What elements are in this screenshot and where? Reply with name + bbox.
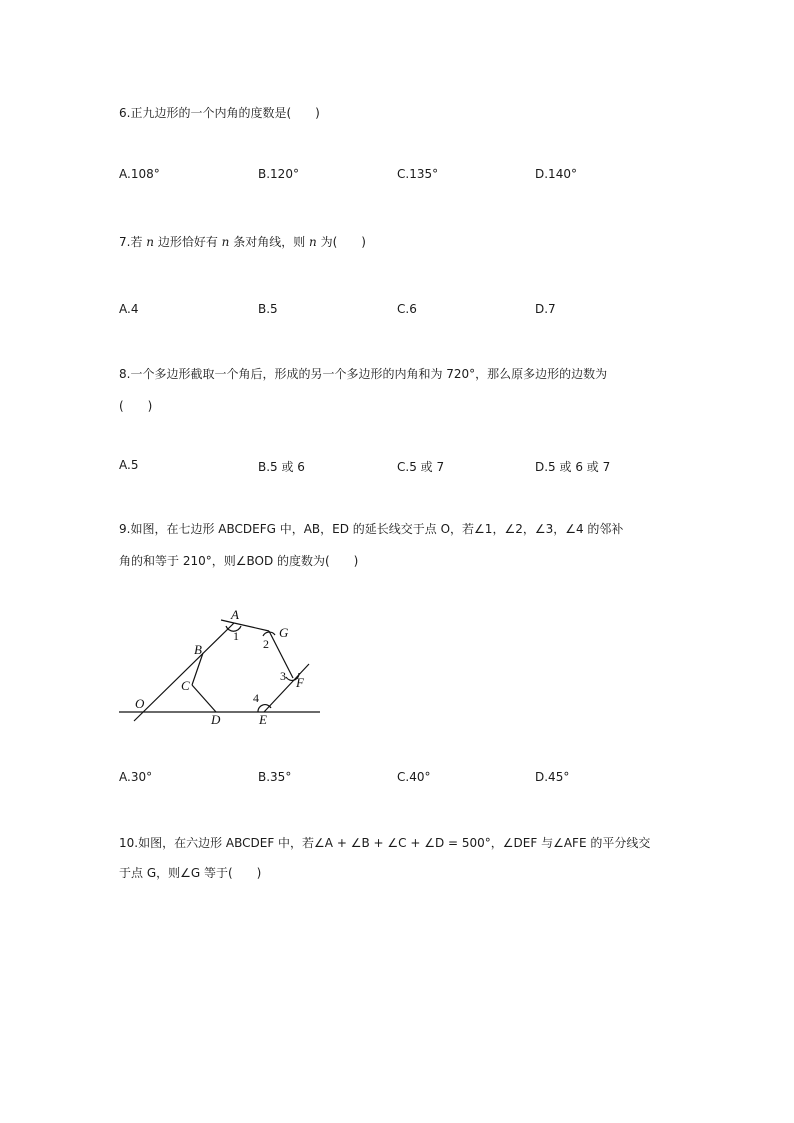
q9-option-c: C.40° <box>397 770 431 784</box>
q6-option-d: D.140° <box>535 167 577 181</box>
question-6-options <box>119 167 679 185</box>
label-point-e: E <box>259 712 267 726</box>
q8-option-d: D.5 或 6 或 7 <box>535 460 611 474</box>
label-point-g: G <box>279 625 289 640</box>
q8-option-c: C.5 或 7 <box>397 460 445 474</box>
label-point-c: C <box>181 678 190 693</box>
q7-var-n-2: n <box>221 235 230 249</box>
q7-option-d: D.7 <box>535 302 556 316</box>
q7-option-a: A.4 <box>119 302 139 316</box>
q7-var-n-1: n <box>146 235 154 249</box>
line-ab-extended <box>134 623 234 721</box>
question-7-stem <box>119 233 366 250</box>
question-10-stem-line2: 于点 G，则∠G 等于( ) <box>119 866 262 880</box>
q7-option-c: C.6 <box>397 302 417 316</box>
question-9-stem-line2: 角的和等于 210°，则∠BOD 的度数为( ) <box>119 554 359 568</box>
angle-number-1: 1 <box>233 629 239 643</box>
q7-option-b: B.5 <box>258 302 278 316</box>
question-7-options <box>119 302 679 320</box>
angle-number-2: 2 <box>263 637 269 651</box>
label-point-a: A <box>231 607 239 622</box>
q7-var-n-3: n <box>309 235 317 249</box>
question-10-stem-line1: 10.如图，在六边形 ABCDEF 中，若∠A + ∠B + ∠C + ∠D = 500°，∠DEF 与∠AFE 的平分线交 <box>119 836 651 850</box>
label-point-b: B <box>194 642 202 657</box>
q7-stem-mid2: 条对角线，则 <box>229 235 310 249</box>
angle-number-3: 3 <box>280 669 286 683</box>
question-6-stem: 6.正九边形的一个内角的度数是( ) <box>119 106 320 120</box>
q8-option-b: B.5 或 6 <box>258 460 305 474</box>
q9-option-a: A.30° <box>119 770 153 784</box>
question-9-options <box>119 770 679 788</box>
label-point-d: D <box>211 712 221 726</box>
question-8-stem-line2: ( ) <box>119 399 153 413</box>
question-8-options <box>119 458 679 476</box>
q9-option-b: B.35° <box>258 770 292 784</box>
question-8-stem-line1: 8.一个多边形截取一个角后，形成的另一个多边形的内角和为 720°，那么原多边形的边数为 <box>119 367 608 381</box>
q7-stem-mid: 边形恰好有 <box>154 235 222 249</box>
side-cd <box>192 685 216 712</box>
label-point-o: O <box>135 696 145 711</box>
q6-option-b: B.120° <box>258 167 299 181</box>
q9-option-d: D.45° <box>535 770 570 784</box>
q6-option-a: A.108° <box>119 167 160 181</box>
q8-option-a: A.5 <box>119 458 139 472</box>
heptagon-figure <box>119 604 323 726</box>
side-bc <box>192 653 203 685</box>
q7-stem-prefix: 7.若 <box>119 235 147 249</box>
q6-option-c: C.135° <box>397 167 439 181</box>
angle-number-4: 4 <box>253 691 259 705</box>
label-point-f: F <box>296 675 304 690</box>
question-9-stem-line1: 9.如图，在七边形 ABCDEFG 中，AB，ED 的延长线交于点 O，若∠1，∠2，∠3，∠4 的邻补 <box>119 522 624 536</box>
angle-arc-2 <box>263 632 275 636</box>
q7-stem-suffix: 为( ) <box>316 235 366 249</box>
